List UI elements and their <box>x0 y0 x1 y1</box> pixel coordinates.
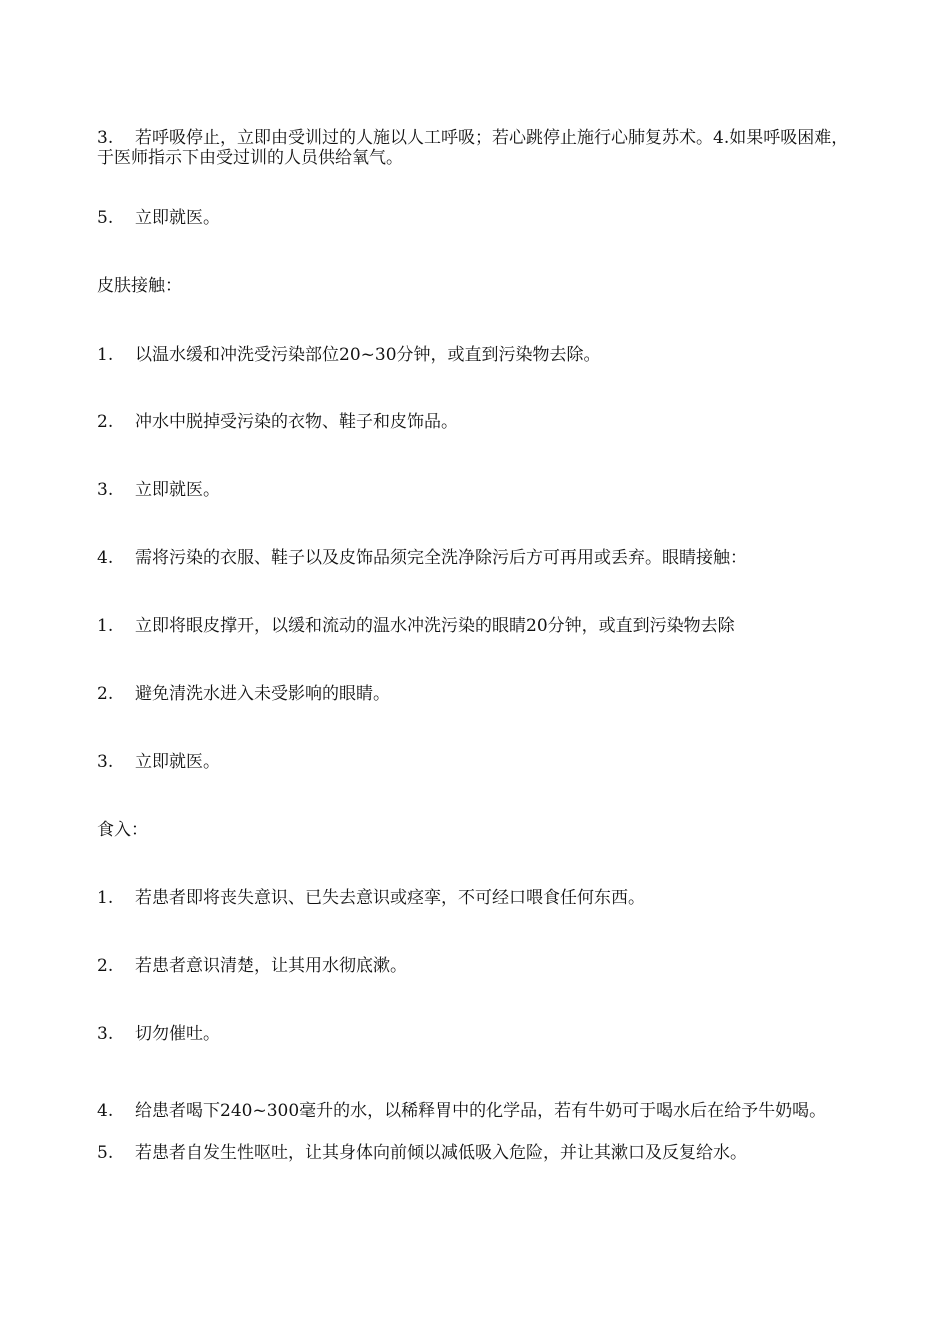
item-text: 立即就医。 <box>135 752 220 772</box>
ingestion-item-2 <box>97 956 857 976</box>
ingestion-item-1 <box>97 888 857 908</box>
item-text: 切勿催吐。 <box>135 1024 220 1044</box>
skin-item-1 <box>97 345 857 365</box>
item-text: 以温水缓和冲洗受污染部位20~30分钟，或直到污染物去除。 <box>135 345 601 365</box>
item-number: 4. <box>97 1101 114 1121</box>
skin-item-4 <box>97 548 857 568</box>
item-number: 3. <box>97 480 114 500</box>
item-number: 1. <box>97 616 114 636</box>
skin-item-2 <box>97 412 857 432</box>
item-number: 2. <box>97 412 114 432</box>
item-number: 2. <box>97 956 114 976</box>
item-text: 需将污染的衣服、鞋子以及皮饰品须完全洗净除污后方可再用或丢弃。眼睛接触： <box>135 548 747 568</box>
ingestion-item-5 <box>97 1143 857 1163</box>
item-number: 1. <box>97 345 114 365</box>
item-number: 4. <box>97 548 114 568</box>
inhalation-item-3 <box>97 128 857 168</box>
ingestion-heading: 食入： <box>97 820 148 840</box>
item-number: 1. <box>97 888 114 908</box>
inhalation-item-5 <box>97 208 857 228</box>
item-text: 避免清洗水进入未受影响的眼睛。 <box>135 684 390 704</box>
skin-item-3 <box>97 480 857 500</box>
item-text: 若呼吸停止，立即由受训过的人施以人工呼吸；若心跳停止施行心肺复苏术。4.如果呼吸困难，于医师指示下由受过训的人员供给氧气。 <box>97 128 849 168</box>
item-number: 3. <box>97 1024 114 1044</box>
ingestion-item-3 <box>97 1024 857 1044</box>
item-text: 若患者即将丧失意识、已失去意识或痉挛，不可经口喂食任何东西。 <box>135 888 645 908</box>
item-text: 若患者自发生性呕吐，让其身体向前倾以减低吸入危险，并让其漱口及反复给水。 <box>135 1143 747 1163</box>
eye-item-3 <box>97 752 857 772</box>
item-text: 立即将眼皮撑开，以缓和流动的温水冲洗污染的眼睛20分钟，或直到污染物去除 <box>135 616 735 636</box>
item-number: 3. <box>97 752 114 772</box>
item-number: 2. <box>97 684 114 704</box>
ingestion-item-4 <box>97 1101 857 1121</box>
item-number: 3. <box>97 128 114 148</box>
skin-contact-heading: 皮肤接触： <box>97 276 182 296</box>
item-text: 若患者意识清楚，让其用水彻底漱。 <box>135 956 407 976</box>
item-text: 立即就医。 <box>135 208 220 228</box>
item-number: 5. <box>97 208 114 228</box>
item-text: 给患者喝下240~300毫升的水，以稀释胃中的化学品，若有牛奶可于喝水后在给予牛奶喝。 <box>135 1101 827 1121</box>
item-number: 5. <box>97 1143 114 1163</box>
eye-item-1 <box>97 616 857 636</box>
eye-item-2 <box>97 684 857 704</box>
item-text: 冲水中脱掉受污染的衣物、鞋子和皮饰品。 <box>135 412 458 432</box>
item-text: 立即就医。 <box>135 480 220 500</box>
